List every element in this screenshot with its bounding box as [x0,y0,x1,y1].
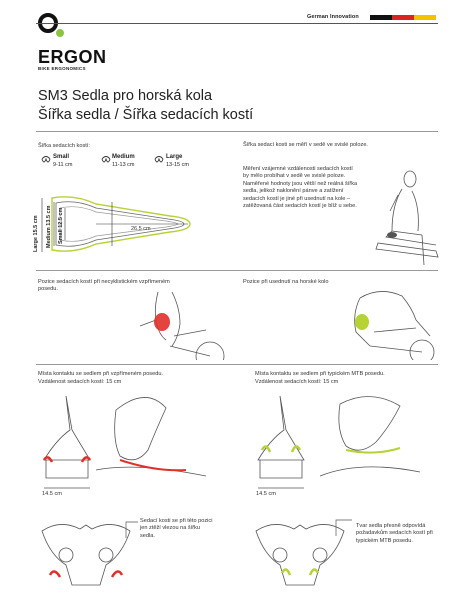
seat-bone-marker [387,232,397,238]
seated-person-sketch [362,165,440,270]
pelvis-contact-red-left [50,571,60,577]
pelvis-contact-red-right [112,571,122,577]
measure-body: Měření vzájemné vzdálenosti sedacích kostí by mělo probíhat v sedě ve svislé poloze. Naměřené hodnoty jsou větší než reálná šířka sedla, jelikož naklonění pánve a zatížení sedacích kostí je jiné při usednutí na kole – zatěžovaná část sedacích kostí je blíž u sebe. [243,166,358,210]
ergon-logo-word: ERGON [38,47,107,67]
width-left: 14.5 cm [42,491,62,497]
size-small-range: 9-11 cm [53,162,73,168]
measure-intro: Šířka sedací kosti se měří v sedě ve svislé poloze. [243,142,368,148]
flag-stripe-red [392,15,414,20]
size-medium-name: Medium [112,154,135,160]
mtb-contact-diagram [250,390,440,500]
upright-contact-diagram [36,390,226,500]
page-title: SM3 Sedla pro horská kola [38,88,213,104]
saddle-top-view [40,190,200,265]
pelvis-contact-green-right [310,569,318,575]
size-large-name: Large [166,154,183,160]
flag-stripe-black [370,15,392,20]
upright-contact-red [154,313,170,331]
saddle-rear-right [258,396,304,460]
saddle-rear-left [44,396,90,460]
contact-green-pelvis [346,448,400,453]
pelvis-side-right [339,396,400,450]
divider-middle-2 [36,364,438,365]
pelvis-side-left [115,397,166,459]
tagline: German Innovation [307,14,359,20]
divider-top [36,131,438,132]
dim-small: Small 12.5 cm [58,207,64,244]
bottom-right-note: Tvar sedla přesně odpovídá požadavkům sedacích kostí při typickém MTB posedu. [356,523,433,544]
german-flag [370,15,436,20]
dim-medium: Medium 13.5 cm [46,205,52,248]
mtb-rider-sketch [330,288,440,360]
dim-large: Large 15.5 cm [33,215,39,252]
mtb-contact-green [355,314,369,330]
size-medium-range: 11-13 cm [112,162,135,168]
ergon-logo-dot [56,29,64,37]
small-icon [42,157,50,163]
mtb-caption: Pozice při usednutí na horské kolo [243,279,329,285]
ergon-logo-sub: BIKE ERGONOMICS [38,66,86,71]
contact-mtb-distance: Vzdálenost sedacích kostí: 15 cm [255,379,339,385]
divider-middle-1 [36,270,438,271]
bottom-left-note: Sedací kosti se při této pozici jen ztěží vlezou na šířku sedla. [140,518,213,539]
sizes-heading: Šířka sedacích kostí: [38,143,90,149]
pelvis-contact-green-left [282,569,290,575]
flag-stripe-gold [414,15,436,20]
contact-green-left [262,446,270,452]
contact-red-pelvis [120,460,186,470]
contact-upright-caption: Místa kontaktu se sedlem při vzpřímeném posedu. [38,371,163,377]
contact-mtb-caption: Místa kontaktu se sedlem při typickém MTB posedu. [255,371,385,377]
upright-caption: Pozice sedacích kostí při necyklistickém vzpřímeném posedu. [38,279,170,293]
pointer-line-right [334,518,354,538]
page-subtitle: Šířka sedla / Šířka sedacích kostí [38,107,254,123]
medium-icon [102,157,110,163]
size-large-range: 13-15 cm [166,162,189,168]
contact-upright-distance: Vzdálenost sedacích kostí: 15 cm [38,379,122,385]
width-right: 14.5 cm [256,491,276,497]
header-line [36,23,438,24]
pointer-line-left [124,520,140,540]
size-small-name: Small [53,154,70,160]
large-icon [155,157,163,163]
dim-length: 26.5 cm [131,226,151,232]
pelvis-front-left [36,515,136,595]
upright-rider-sketch [110,290,230,360]
